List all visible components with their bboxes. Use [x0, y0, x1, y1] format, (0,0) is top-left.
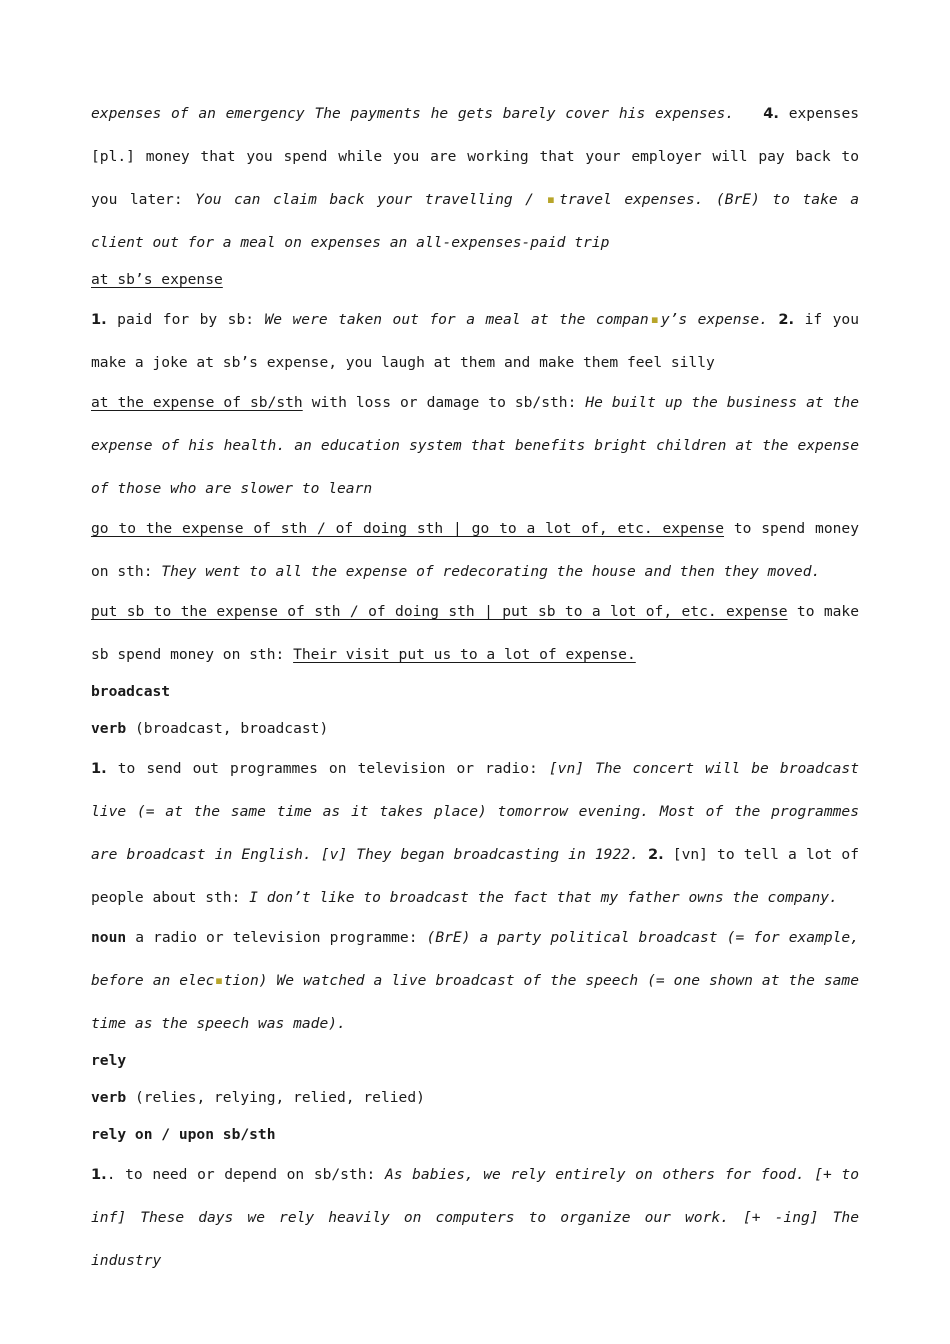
broadcast-verb-forms [91, 710, 859, 747]
example-text: You can claim back your travelling / [195, 191, 547, 208]
broadcast-verb-senses [91, 747, 859, 919]
highlight-mark-icon: ▪ [546, 191, 560, 208]
example-text: y’s expense. [660, 311, 768, 328]
sense-number: 1. [91, 1166, 107, 1183]
example-text: As babies, we rely entirely on others for food. [+ to inf] These days we rely heavily on computers to organize our work. [+ -ing] The industry [91, 1166, 859, 1269]
definition-text: to make sb spend money on sth: [91, 603, 859, 663]
rely-phrasal-verb [91, 1116, 859, 1153]
example-text: Their visit put us to a lot of expense. [293, 646, 636, 663]
verb-forms: (broadcast, broadcast) [126, 720, 329, 737]
highlight-mark-icon: ▪ [214, 972, 224, 989]
example-text: (BrE) a party political broadcast (= for example, before an elec [91, 929, 859, 989]
broadcast-noun-sense [91, 916, 859, 1045]
idiom-phrase: go to the expense of sth / of doing sth | go to a lot of, etc. expense [91, 520, 725, 537]
idiom-phrase: at the expense of sb/sth [91, 394, 303, 411]
sense-number: 1. [91, 760, 107, 777]
sense-number: 2. [647, 846, 664, 863]
idiom-phrase: put sb to the expense of sth / of doing sth | put sb to a lot of, etc. expense [91, 603, 788, 620]
idiom-at-sbs-expense-senses [91, 298, 859, 384]
example-text: travel expenses. (BrE) to take a client out for a meal on expenses an all-expenses-paid trip [91, 191, 859, 251]
rely-senses [91, 1153, 859, 1282]
example-text: We were taken out for a meal at the compan [264, 311, 649, 328]
definition-text: if you make a joke at sb’s expense, you laugh at them and make them feel silly [91, 311, 859, 371]
part-of-speech: noun [91, 929, 127, 946]
highlight-mark-icon: ▪ [648, 311, 661, 328]
example-text: expenses of an emergency The payments he gets barely cover his expenses. [91, 105, 735, 122]
headword-broadcast [91, 673, 859, 710]
definition-text: to send out programmes on television or radio: [106, 760, 549, 777]
idiom-at-sbs-expense [91, 261, 859, 298]
expense-sense-4-paragraph [91, 92, 859, 264]
headword: broadcast [91, 683, 171, 700]
sense-number: 1. [91, 311, 107, 328]
definition-text: to spend money on sth: [91, 520, 859, 580]
idiom-phrase: at sb’s expense [91, 271, 223, 288]
definition-text: with loss or damage to sb/sth: [302, 394, 586, 411]
headword-rely [91, 1042, 859, 1079]
example-text: I don’t like to broadcast the fact that my father owns the company. [249, 889, 838, 906]
idiom-go-to-the-expense [91, 507, 859, 593]
dictionary-content [91, 92, 859, 1282]
example-text: [vn] The concert will be broadcast live (= at the same time as it takes place) tomorrow evening. Most of the programmes are broadcast in English. [v] They began broadcasting in 1922. [91, 760, 859, 863]
part-of-speech: verb [91, 1089, 127, 1106]
sense-number: 4. [763, 105, 779, 122]
headword: rely [91, 1052, 127, 1069]
idiom-at-the-expense-of [91, 381, 859, 510]
definition-text: paid for by sb: [106, 311, 265, 328]
sense-number: 2. [778, 311, 795, 328]
punctuation: . [106, 1166, 116, 1183]
example-text: tion) We watched a live broadcast of the speech (= one shown at the same time as the speech was made). [91, 972, 859, 1032]
phrasal-verb: rely on / upon sb/sth [91, 1126, 276, 1143]
definition-text: expenses [pl.] money that you spend while you are working that your employer will pay back to you later: [91, 105, 860, 208]
example-text: He built up the business at the expense of his health. an education system that benefits bright children at the expense of those who are slower to learn [91, 394, 859, 497]
verb-forms: (relies, relying, relied, relied) [126, 1089, 425, 1106]
rely-verb-forms [91, 1079, 859, 1116]
idiom-put-sb-to-the-expense [91, 590, 859, 676]
part-of-speech: verb [91, 720, 127, 737]
definition-text: [vn] to tell a lot of people about sth: [91, 846, 859, 906]
example-text: They went to all the expense of redecorating the house and then they moved. [161, 563, 821, 580]
definition-text: to need or depend on sb/sth: [115, 1166, 385, 1183]
definition-text: a radio or television programme: [126, 929, 427, 946]
